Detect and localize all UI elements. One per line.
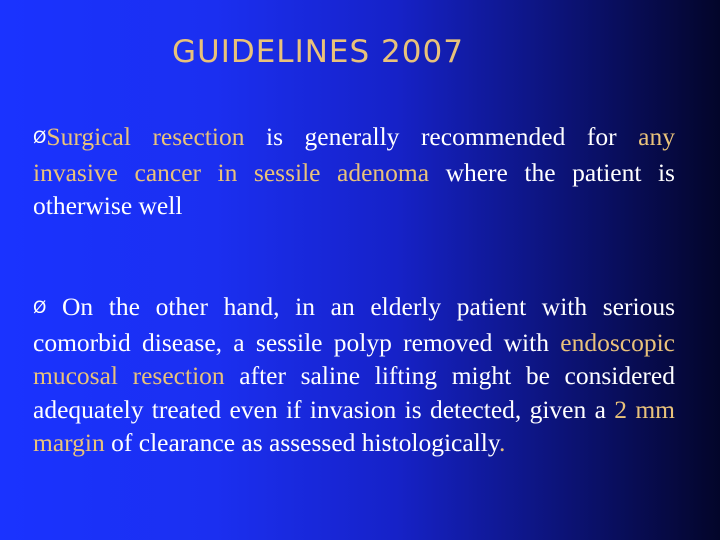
text-segment: where the patient is otherwise well — [33, 157, 675, 220]
bullet-arrow-icon: Ø — [33, 298, 47, 318]
highlight-invasive-cancer: any invasive cancer in sessile adenoma — [33, 122, 675, 187]
text-segment: after saline lifting might be considered adequately treated even if invasion is detected, given a — [33, 361, 675, 424]
slide-title: GUIDELINES 2007 — [172, 34, 464, 70]
paragraph-elderly-patient — [33, 290, 675, 460]
highlight-period: . — [498, 428, 506, 457]
highlight-endoscopic-resection: endoscopic mucosal resection — [33, 327, 675, 390]
highlight-margin: 2 mm margin — [33, 394, 676, 457]
text-segment: of clearance as assessed histologically — [104, 428, 499, 457]
text-segment: is generally recommended for — [244, 122, 639, 151]
paragraph-surgical-resection — [33, 120, 675, 223]
text-segment: On the other hand, in an elderly patient with serious comorbid disease, a sessile polyp removed with — [33, 292, 675, 357]
highlight-surgical-resection: Surgical resection — [46, 122, 245, 151]
bullet-arrow-icon: Ø — [33, 128, 47, 148]
